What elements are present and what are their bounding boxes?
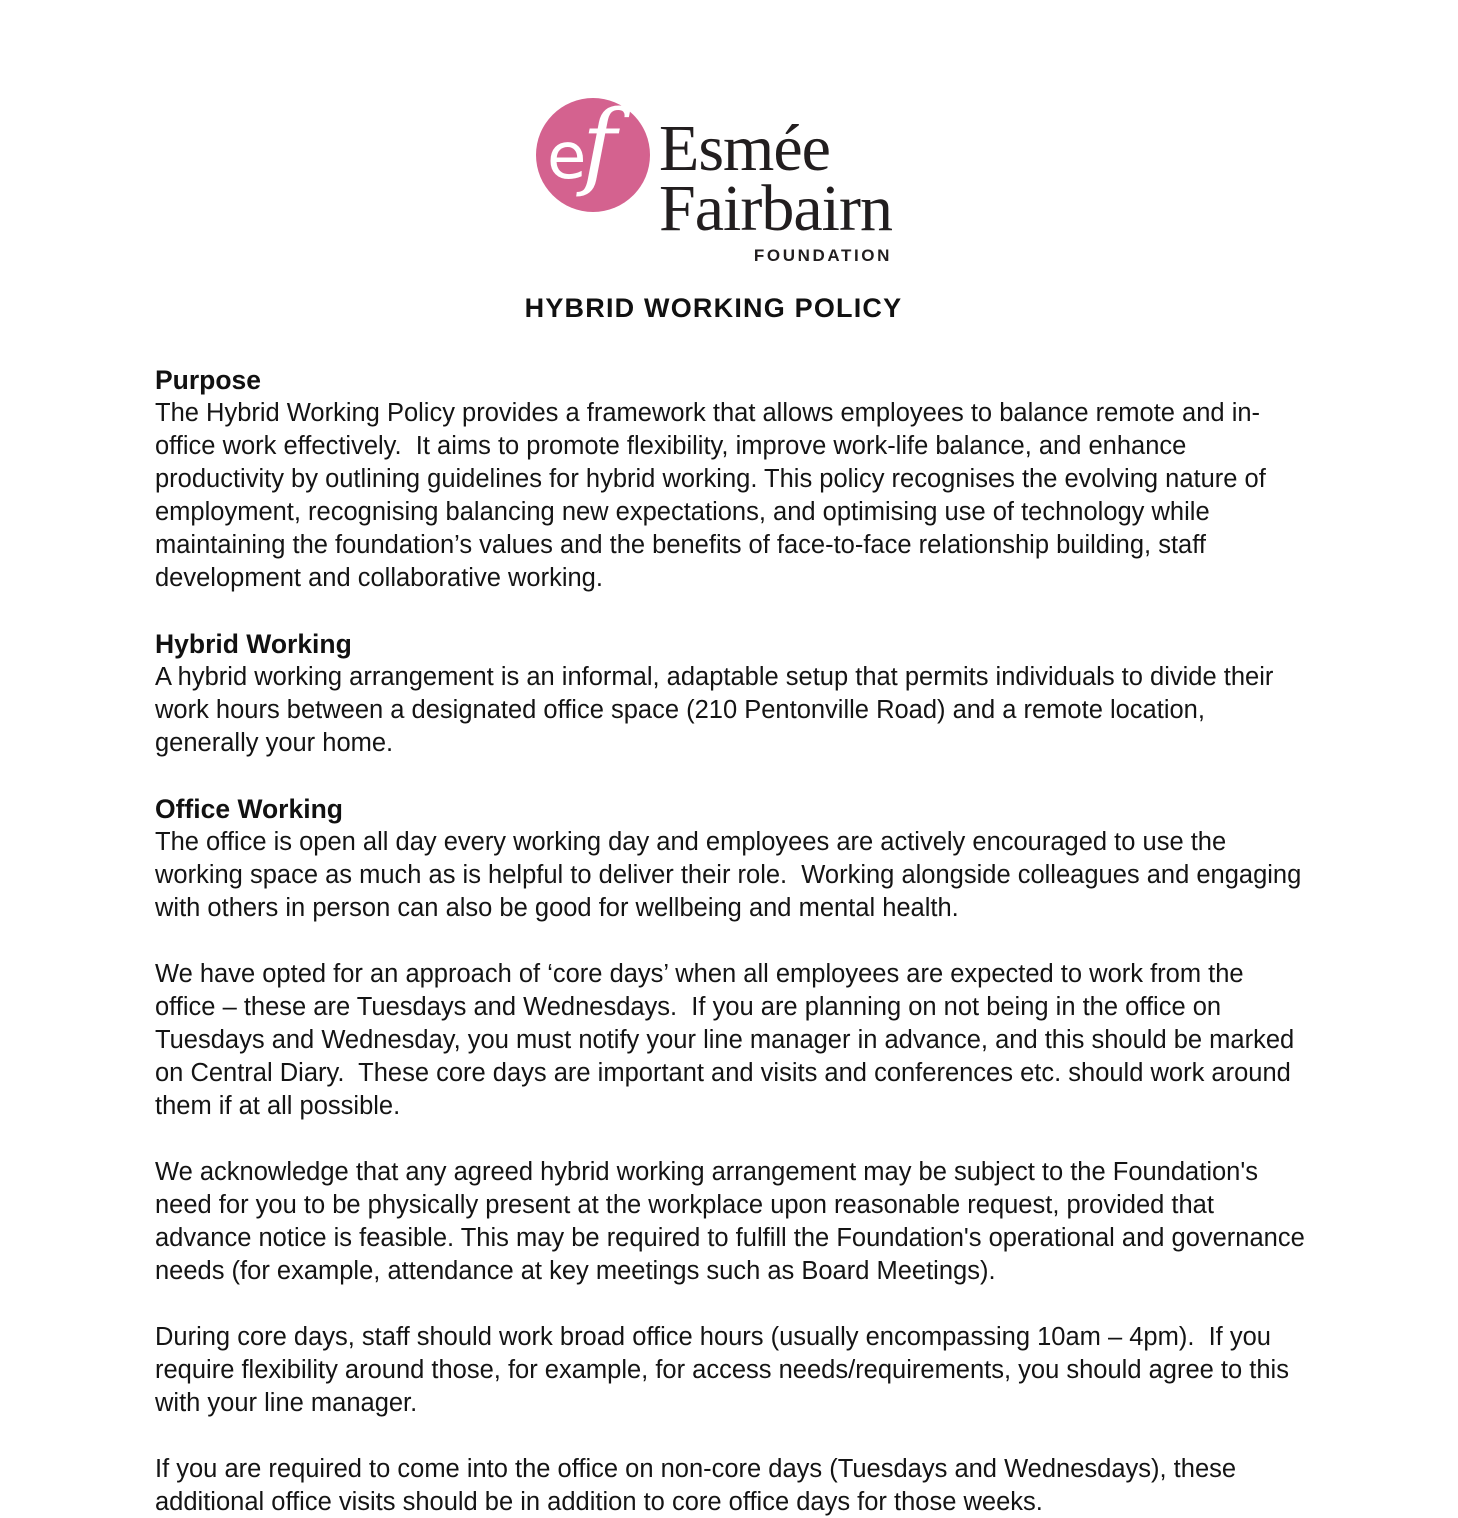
- section-office-working: [155, 793, 1312, 1518]
- ef-logo-icon: [535, 97, 652, 219]
- section-heading-office-working: Office Working: [155, 794, 343, 824]
- section-heading-purpose: Purpose: [155, 365, 262, 395]
- paragraph-office-working-5: If you are required to come into the office on non-core days (Tuesdays and Wednesdays), these additional office visits should be in addition to core office days for those weeks.: [155, 1455, 1244, 1516]
- ef-logo-letter-f: f: [582, 97, 617, 200]
- paragraph-office-working-1: The office is open all day every working day and employees are actively encouraged to use the working space as much as is helpful to deliver their role. Working alongside colleagues and engaging with others in person can also be good for wellbeing and mental health.: [155, 828, 1309, 922]
- paragraph-office-working-3: We acknowledge that any agreed hybrid working arrangement may be subject to the Foundation's need for you to be physically present at the workplace upon reasonable request, provided that advance notice is feasible. This may be required to fulfill the Foundation's operational and governance needs (for example, attendance at key meetings such as Board Meetings).: [155, 1158, 1312, 1285]
- section-purpose: [155, 364, 1308, 595]
- org-wordmark: [659, 112, 892, 266]
- org-subtitle: FOUNDATION: [753, 246, 892, 265]
- org-name-line1: Esmée: [659, 112, 830, 185]
- org-logo-row: [535, 97, 892, 266]
- paragraph-office-working-4: During core days, staff should work broad office hours (usually encompassing 10am – 4pm). If you require flexibility around those, for example, for access needs/requirements, you should agree to this with your line manager.: [155, 1323, 1297, 1417]
- org-logo: [155, 97, 1308, 266]
- section-heading-hybrid-working: Hybrid Working: [155, 629, 352, 659]
- ef-logo-letter-e: e: [547, 120, 587, 194]
- document-title: HYBRID WORKING POLICY: [524, 293, 903, 323]
- paragraph-hybrid-working-1: A hybrid working arrangement is an informal, adaptable setup that permits individuals to divide their work hours between a designated office space (210 Pentonville Road) and a remote location, generally your home.: [155, 663, 1281, 757]
- paragraph-purpose-1: The Hybrid Working Policy provides a framework that allows employees to balance remote and in-office work effectively. It aims to promote flexibility, improve work-life balance, and enhance productivity by outlining guidelines for hybrid working. This policy recognises the evolving nature of employment, recognising balancing new expectations, and optimising use of technology while maintaining the foundation’s values and the benefits of face-to-face relationship building, staff development and collaborative working.: [155, 399, 1273, 592]
- org-name-line2: Fairbairn: [659, 172, 892, 245]
- section-hybrid-working: [155, 628, 1308, 760]
- document-body: [155, 364, 1312, 1518]
- paragraph-office-working-2: We have opted for an approach of ‘core days’ when all employees are expected to work from the office – these are Tuesdays and Wednesdays. If you are planning on not being in the office on Tuesdays and Wednesday, you must notify your line manager in advance, and this should be marked on Central Diary. These core days are important and visits and conferences etc. should work around them if at all possible.: [155, 960, 1302, 1120]
